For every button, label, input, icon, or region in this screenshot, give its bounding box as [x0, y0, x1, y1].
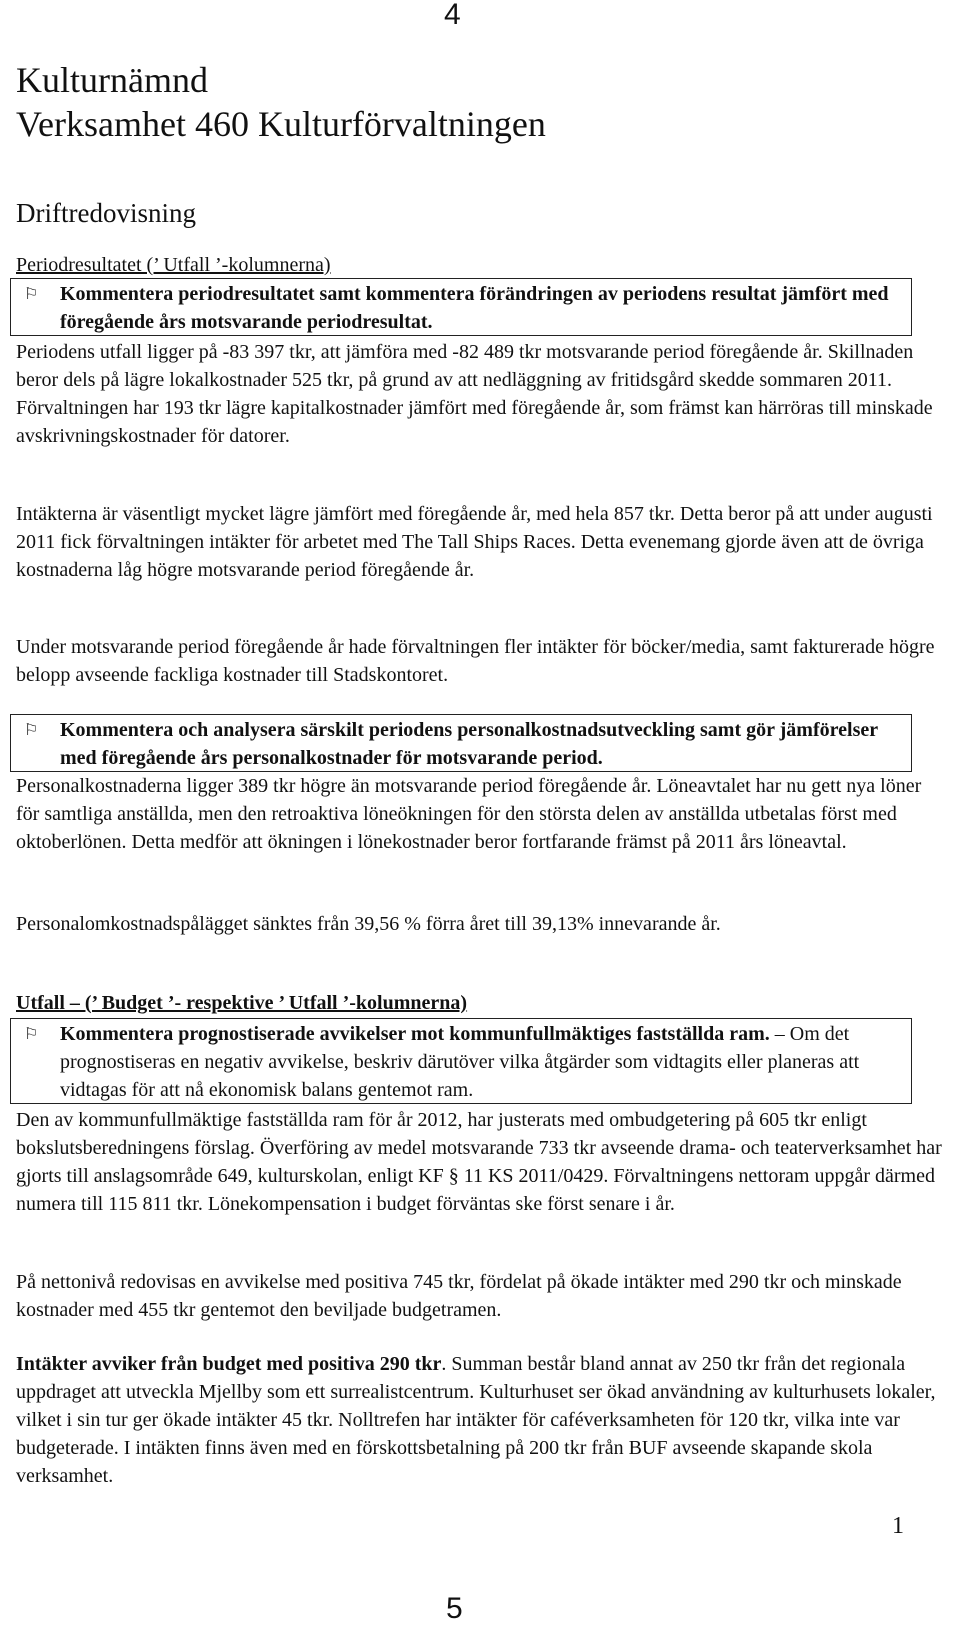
- flag-icon: ⚐: [24, 722, 39, 739]
- flag-icon: ⚐: [24, 286, 39, 303]
- comment-box-personnel-text: Kommentera och analysera särskilt periodens personalkostnadsutveckling samt gör jämförelser med föregående års personalkostnader för motsvarande period.: [60, 719, 878, 769]
- paragraph-net-deviation: På nettonivå redovisas en avvikelse med positiva 745 tkr, fördelat på ökade intäkter med 290 tkr och minskade kostnader med 455 tkr gentemot den beviljade budgetramen.: [16, 1271, 902, 1321]
- paragraph-personnel-costs: Personalkostnaderna ligger 389 tkr högre än motsvarande period föregående år. Löneavtalet har nu gett nya löner för samtliga anställda, men den retroaktiva löneökningen för den största delen av anställda utbetalas först med oktoberlönen. Detta medför att ökningen i lönekostnader beror fortfarande främst på 2011 års löneavtal.: [16, 775, 922, 853]
- paragraph-overhead-rate: Personalomkostnadspålägget sänktes från 39,56 % förra året till 39,13% innevarande år.: [16, 913, 721, 935]
- revenue-deviation-bold: Intäkter avviker från budget med positiva 290 tkr: [16, 1353, 442, 1375]
- page-subtitle: Verksamhet 460 Kulturförvaltningen: [16, 104, 546, 144]
- page-title: Kulturnämnd: [16, 60, 208, 100]
- outcome-heading: Utfall – (’ Budget ’- respektive ’ Utfall ’-kolumnerna): [16, 992, 468, 1014]
- paragraph-budget-frame: Den av kommunfullmäktige fastställda ram för år 2012, har justerats med ombudgetering på 605 tkr enligt bokslutsberedningens förslag. Överföring av medel motsvarande 733 tkr avseende drama- och teaterverksamhet har gjorts till anslagsområde 649, kulturskolan, enligt KF § 11 KS 2011/0429. Förvaltningens nettoram uppgår därmed numera till 115 811 tkr. Lönekompensation i budget förväntas ske först senare i år.: [16, 1109, 942, 1215]
- flag-icon: ⚐: [24, 1026, 39, 1043]
- section-heading: Driftredovisning: [16, 198, 196, 228]
- forecast-instruction-bold: Kommentera prognostiserade avvikelser mot kommunfullmäktiges fastställda ram.: [60, 1023, 770, 1045]
- comment-box-period-text: Kommentera periodresultatet samt kommentera förändringen av periodens resultat jämfört med föregående års motsvarande periodresultat.: [60, 283, 889, 333]
- page-number-top: 4: [444, 0, 461, 31]
- paragraph-period-result: Periodens utfall ligger på -83 397 tkr, att jämföra med -82 489 tkr motsvarande period föregående år. Skillnaden beror dels på lägre lokalkostnader 525 tkr, på grund av att nedläggning av fritidsgård skedde sommaren 2011. Förvaltningen har 193 tkr lägre kapitalkostnader jämfört med föregående år, som främst kan härröras till minskade avskrivningskostnader för datorer.: [16, 341, 933, 447]
- paragraph-prior-year: Under motsvarande period föregående år hade förvaltningen fler intäkter för böcker/media, samt fakturerade högre belopp avseende fackliga kostnader till Stadskontoret.: [16, 636, 935, 686]
- forecast-instruction-normal: – Om det prognostiseras en negativ avvikelse, beskriv därutöver vilka åtgärder som vidtagits eller planeras att vidtagas för att nå ekonomisk balans gentemot ram.: [60, 1023, 860, 1101]
- page-footer-number: 1: [892, 1513, 904, 1539]
- page-number-bottom: 5: [446, 1592, 463, 1625]
- paragraph-revenue: Intäkterna är väsentligt mycket lägre jämfört med föregående år, med hela 857 tkr. Detta beror på att under augusti 2011 fick förvaltningen intäkter för arbetet med The Tall Ships Races. Detta evenemang gjorde även att de övriga kostnaderna låg högre motsvarande period föregående år.: [16, 503, 933, 581]
- paragraph-revenue-deviation: [16, 1350, 946, 1490]
- period-heading: Periodresultatet (’ Utfall ’-kolumnerna): [16, 254, 331, 276]
- revenue-deviation-text: . Summan består bland annat av 250 tkr från det regionala uppdraget att utveckla Mjellby som ett surrealistcentrum. Kulturhuset ser ökad användning av kulturhusets lokaler, vilket i sin tur ger ökade intäkter 45 tkr. Nolltrefen har intäkter för caféverksamheten för 120 tkr, vilka inte var budgeterade. I intäkten finns även med en förskottsbetalning på 200 tkr från BUF avseende skapande skola verksamhet.: [16, 1353, 936, 1487]
- comment-box-forecast-text: [60, 1020, 910, 1104]
